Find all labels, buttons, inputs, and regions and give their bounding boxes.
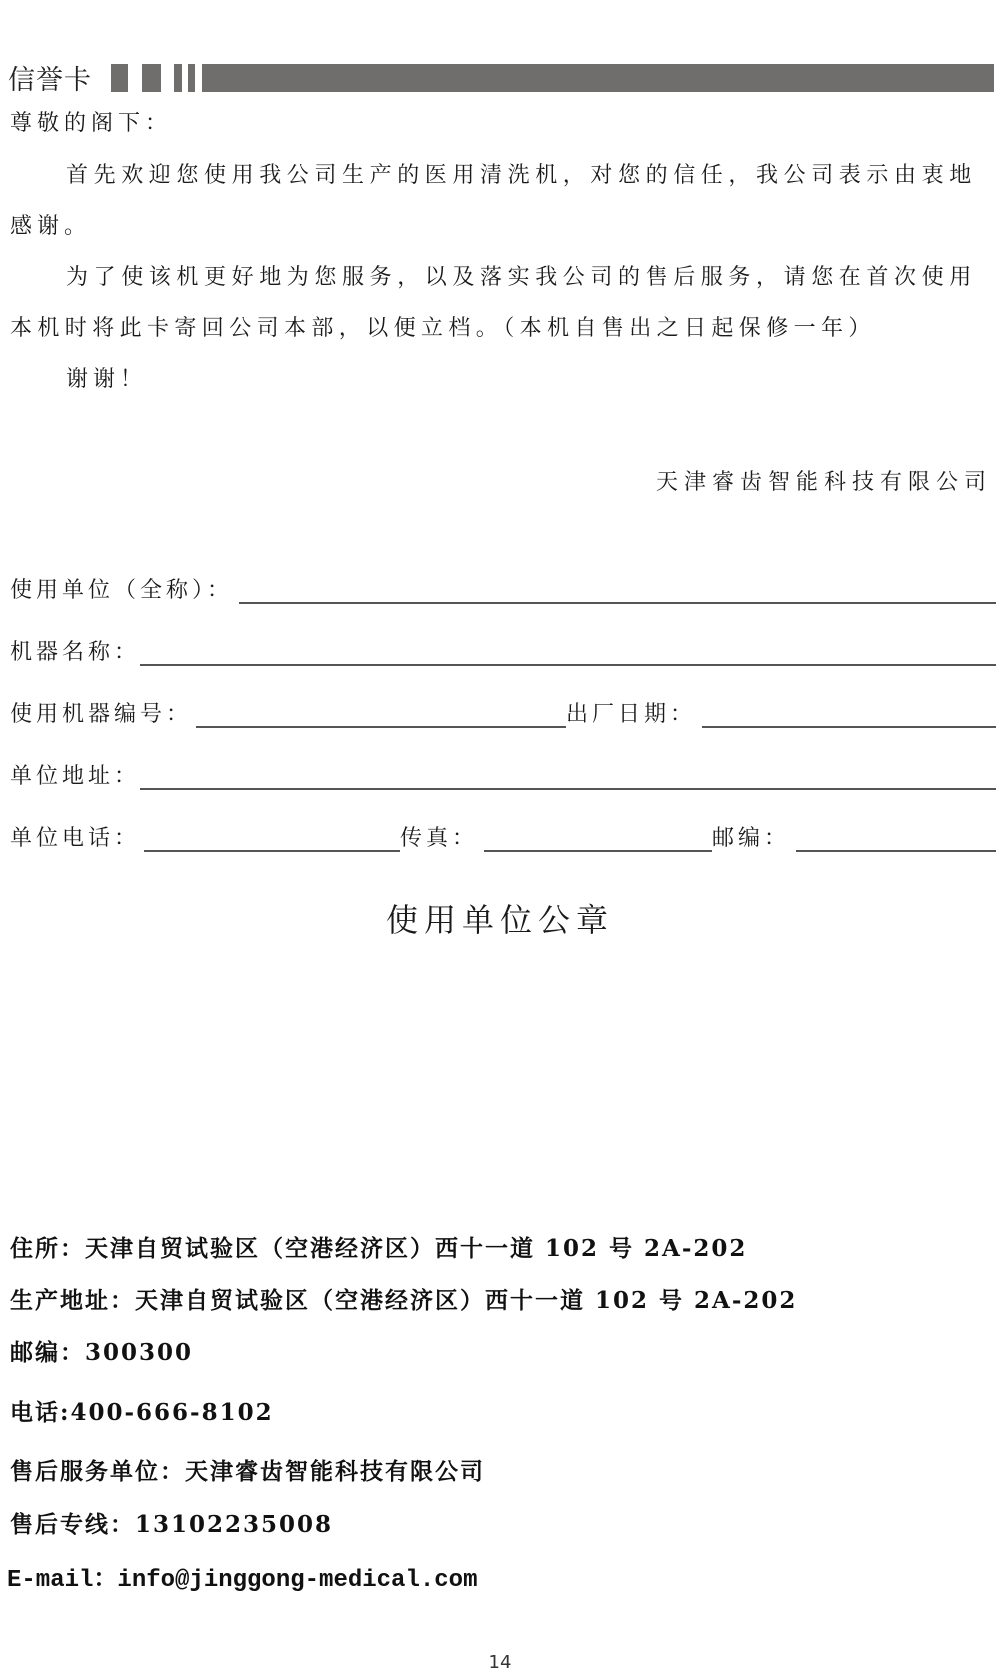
company-postcode: 邮编：300300 (10, 1339, 194, 1366)
company-phone: 电话:400-666-8102 (10, 1399, 274, 1426)
unit-address-label: 单位地址： (10, 764, 141, 789)
paragraph-2-line-2: 本机时将此卡寄回公司本部，以便立档。（本机自售出之日起保修一年） (10, 316, 876, 341)
residence-address: 住所：天津自贸试验区（空港经济区）西十一道 102 号 2A-202 (10, 1235, 748, 1262)
unit-address-field[interactable] (140, 768, 996, 790)
fax-field[interactable] (484, 830, 712, 852)
machine-number-field[interactable] (196, 706, 566, 728)
header-bar-1 (111, 64, 128, 92)
unit-seal-label: 使用单位公章 (385, 901, 614, 939)
after-sales-unit: 售后服务单位：天津睿齿智能科技有限公司 (10, 1458, 485, 1485)
header-bar-2 (142, 64, 161, 92)
thanks-text: 谢谢！ (66, 367, 148, 392)
postcode-field[interactable] (796, 830, 996, 852)
unit-phone-field[interactable] (144, 830, 400, 852)
production-address: 生产地址：天津自贸试验区（空港经济区）西十一道 102 号 2A-202 (10, 1287, 798, 1314)
paragraph-2-line-1: 为了使该机更好地为您服务，以及落实我公司的售后服务，请您在首次使用 (66, 265, 977, 290)
unit-address-row (10, 762, 996, 792)
card-title: 信誉卡 (8, 65, 92, 96)
after-sales-hotline: 售后专线：13102235008 (10, 1511, 334, 1538)
machine-number-row (10, 700, 996, 730)
paragraph-1-line-2: 感谢。 (10, 214, 92, 239)
unit-phone-label: 单位电话： (10, 826, 141, 851)
factory-date-label: 出厂日期： (566, 702, 697, 727)
machine-name-field[interactable] (140, 644, 996, 666)
signature-company: 天津睿齿智能科技有限公司 (655, 470, 992, 495)
factory-date-field[interactable] (702, 706, 996, 728)
user-unit-field[interactable] (239, 582, 996, 604)
company-email: E-mail：info@jinggong-medical.com (7, 1567, 478, 1594)
unit-contact-row (10, 824, 996, 854)
salutation: 尊敬的阁下： (10, 111, 173, 136)
page-number: 14 (488, 1652, 512, 1673)
fax-label: 传真： (400, 826, 479, 851)
machine-number-label: 使用机器编号： (10, 702, 193, 727)
machine-name-label: 机器名称： (10, 640, 141, 665)
header-bar-4 (188, 64, 195, 92)
user-unit-row (10, 576, 996, 606)
machine-name-row (10, 638, 996, 668)
user-unit-label: 使用单位（全称）： (10, 578, 234, 603)
postcode-label: 邮编： (712, 826, 791, 851)
header-bar-3 (174, 64, 182, 92)
header-bar-main (202, 64, 994, 92)
paragraph-1-line-1: 首先欢迎您使用我公司生产的医用清洗机，对您的信任，我公司表示由衷地 (66, 163, 977, 188)
